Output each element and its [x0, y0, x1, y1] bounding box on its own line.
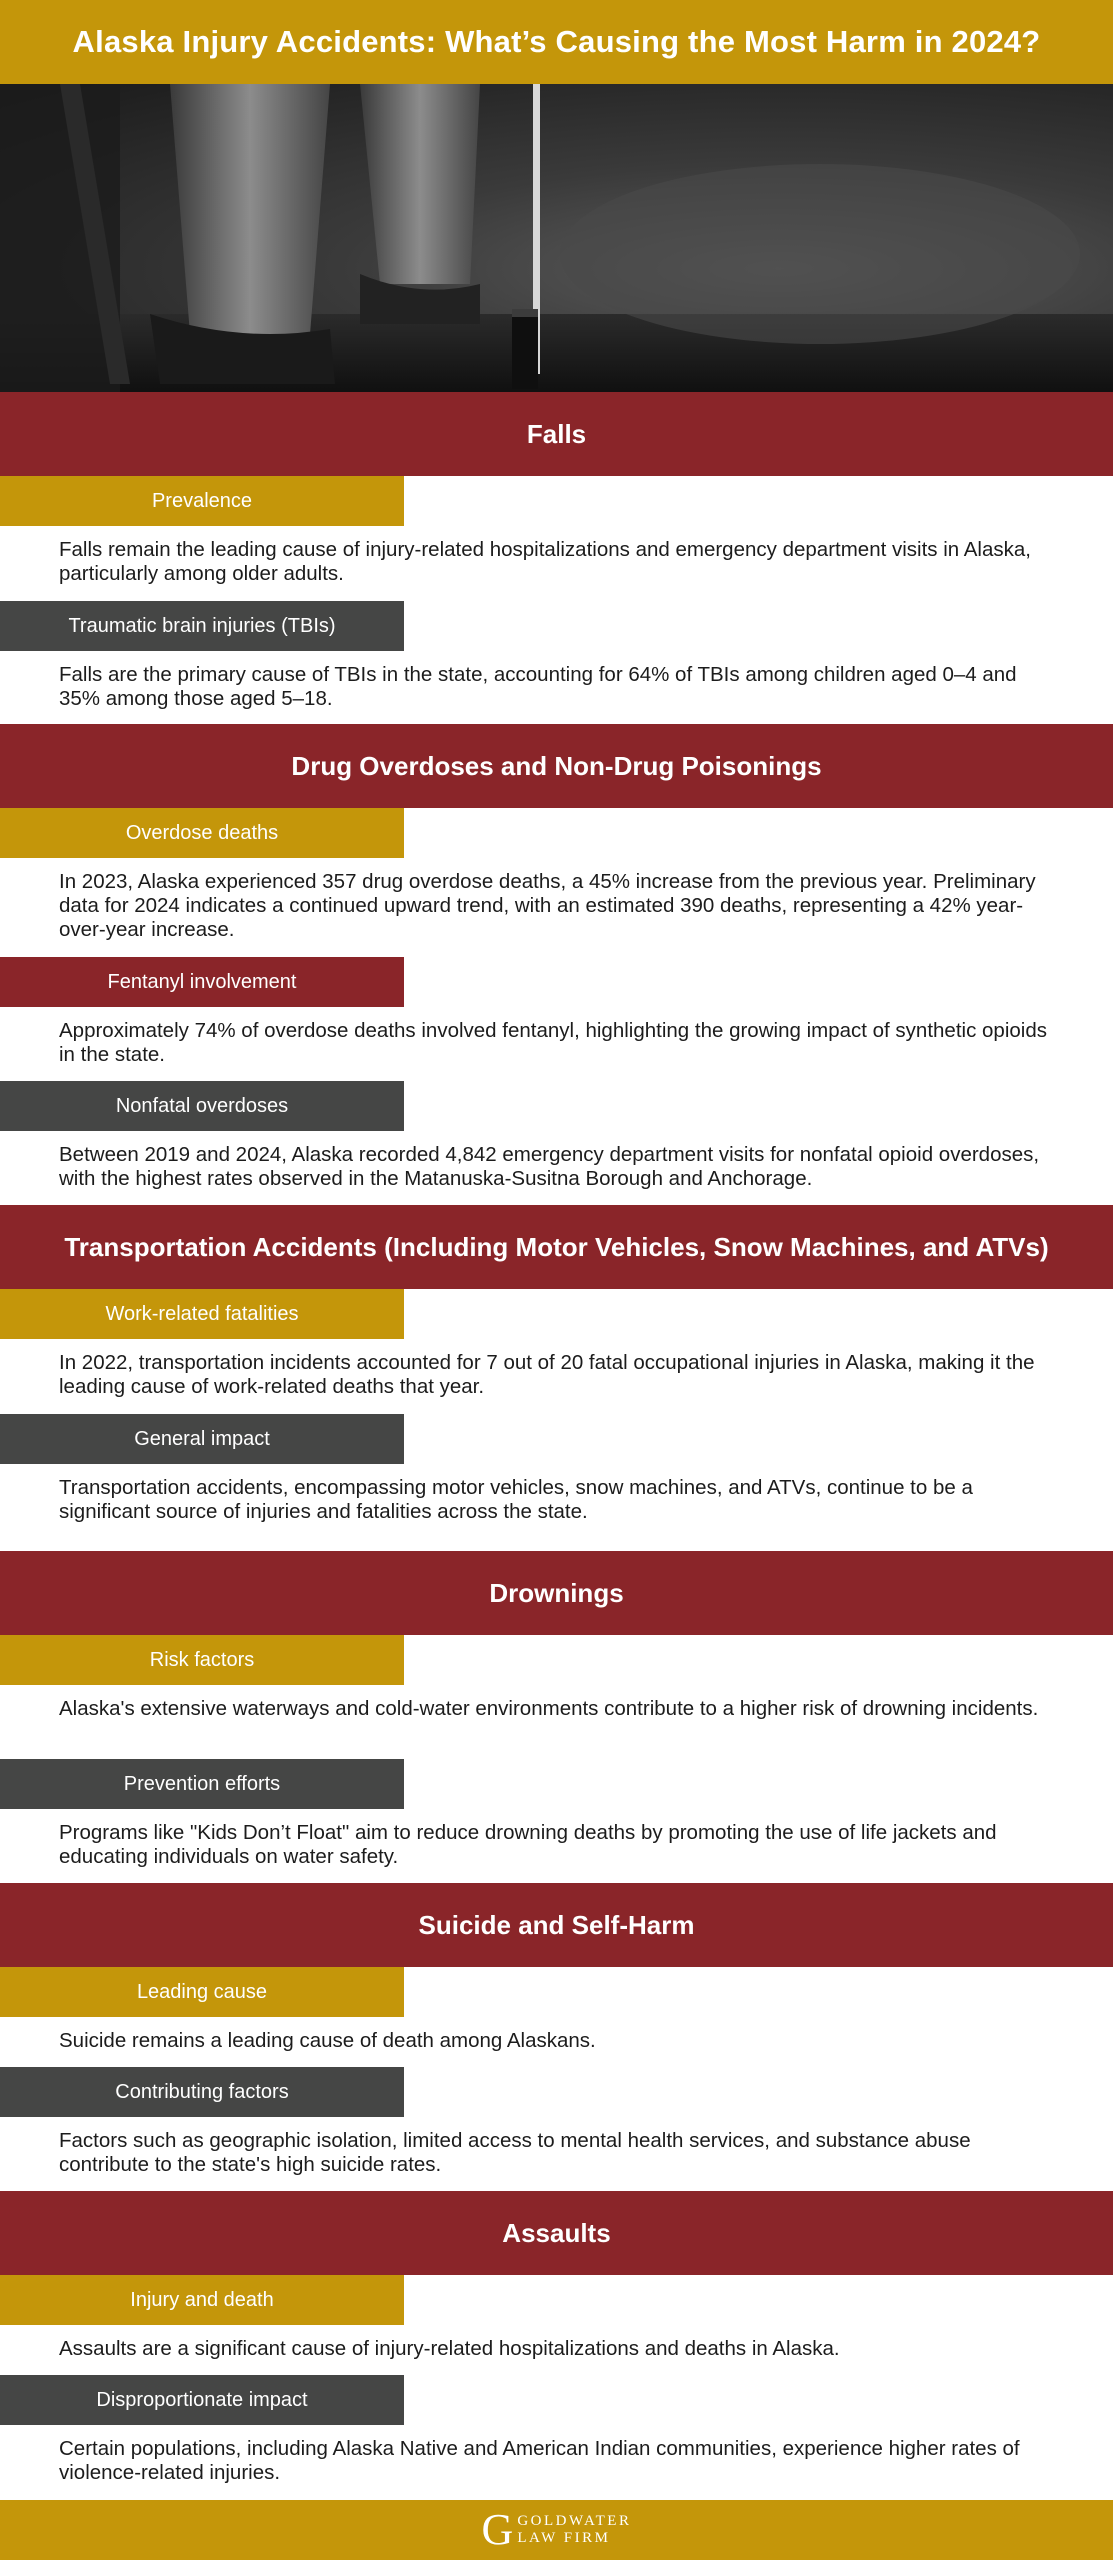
logo-line1: GOLDWATER	[517, 2513, 632, 2529]
subsection-label: Leading cause	[0, 1967, 404, 2017]
subsection-label: Injury and death	[0, 2275, 404, 2325]
footer	[0, 2500, 1113, 2560]
subsection-label: Prevention efforts	[0, 1759, 404, 1809]
subsection-text: Certain populations, including Alaska Native and American Indian communities, experience higher rates of violence-related injuries.	[59, 2437, 1020, 2484]
subsection-text: Programs like "Kids Don’t Float" aim to reduce drowning deaths by promoting the use of life jackets and educating individuals on water safety.	[59, 1821, 997, 1868]
section-title: Assaults	[0, 2191, 1113, 2275]
subsection-label: Disproportionate impact	[0, 2375, 404, 2425]
section-title: Suicide and Self-Harm	[0, 1883, 1113, 1967]
subsection-text: Transportation accidents, encompassing motor vehicles, snow machines, and ATVs, continue to be a significant source of injuries and fatalities across the state.	[59, 1476, 973, 1523]
subsection-label: Fentanyl involvement	[0, 957, 404, 1007]
subsection-text: Factors such as geographic isolation, limited access to mental health services, and substance abuse contribute to the state's high suicide rates.	[59, 2129, 971, 2176]
page-title: Alaska Injury Accidents: What’s Causing the Most Harm in 2024?	[72, 24, 1041, 59]
subsection-text: Falls are the primary cause of TBIs in the state, accounting for 64% of TBIs among children aged 0–4 and 35% among those aged 5–18.	[59, 663, 1017, 710]
subsection-label: Overdose deaths	[0, 808, 404, 858]
subsection-label: Prevalence	[0, 476, 404, 526]
subsection-text: In 2022, transportation incidents accounted for 7 out of 20 fatal occupational injuries in Alaska, making it the leading cause of work-related deaths that year.	[59, 1351, 1035, 1398]
cane-photo-illustration	[0, 84, 1113, 392]
hero-image	[0, 84, 1113, 392]
subsection-text: Assaults are a significant cause of injury-related hospitalizations and deaths in Alaska.	[59, 2337, 840, 2360]
subsection-text: Suicide remains a leading cause of death among Alaskans.	[59, 2029, 596, 2052]
section-title: Falls	[0, 392, 1113, 476]
subsection-label: Risk factors	[0, 1635, 404, 1685]
logo-line2: LAW FIRM	[517, 2530, 611, 2546]
section-title: Drug Overdoses and Non-Drug Poisonings	[0, 724, 1113, 808]
logo-letter: G	[481, 2505, 514, 2554]
subsection-label: General impact	[0, 1414, 404, 1464]
subsection-label: Contributing factors	[0, 2067, 404, 2117]
subsection-text: In 2023, Alaska experienced 357 drug overdose deaths, a 45% increase from the previous year. Preliminary data for 2024 indicates a continued upward trend, with an estimated 390 deaths, representing a 42% year-over-year increase.	[59, 870, 1036, 941]
subsection-text: Approximately 74% of overdose deaths involved fentanyl, highlighting the growing impact of synthetic opioids in the state.	[59, 1019, 1047, 1066]
section-title: Transportation Accidents (Including Motor Vehicles, Snow Machines, and ATVs)	[0, 1205, 1113, 1289]
section-title: Drownings	[0, 1551, 1113, 1635]
subsection-label: Nonfatal overdoses	[0, 1081, 404, 1131]
subsection-label: Traumatic brain injuries (TBIs)	[0, 601, 404, 651]
subsection-label: Work-related fatalities	[0, 1289, 404, 1339]
page-header	[0, 0, 1113, 84]
subsection-text: Alaska's extensive waterways and cold-water environments contribute to a higher risk of drowning incidents.	[59, 1697, 1039, 1720]
subsection-text: Falls remain the leading cause of injury-related hospitalizations and emergency department visits in Alaska, particularly among older adults.	[59, 538, 1031, 585]
subsection-text: Between 2019 and 2024, Alaska recorded 4,842 emergency department visits for nonfatal opioid overdoses, with the highest rates observed in the Matanuska-Susitna Borough and Anchorage.	[59, 1143, 1040, 1190]
goldwater-logo	[481, 2505, 632, 2554]
